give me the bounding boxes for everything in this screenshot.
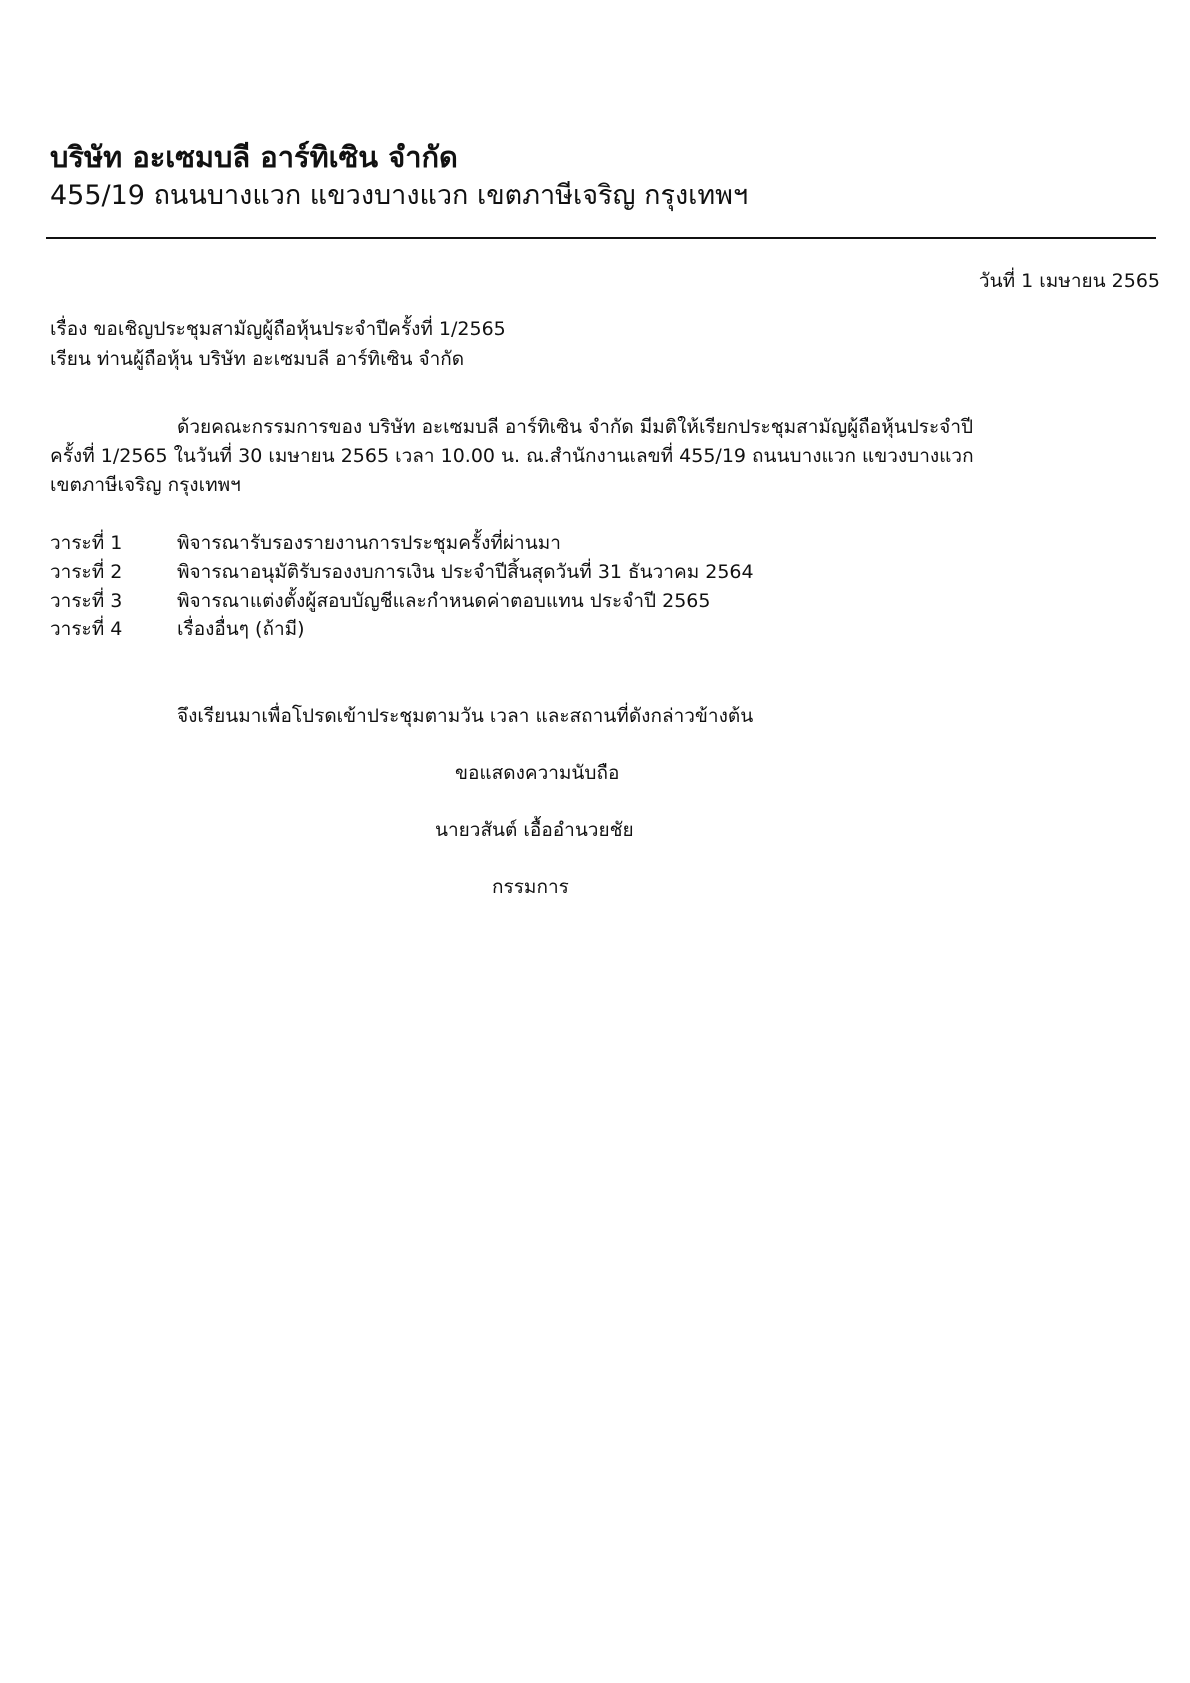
closing-sentence: จึงเรียนมาเพื่อโปรดเข้าประชุมตามวัน เวลา และสถานที่ดังกล่าวข้างต้น: [177, 705, 754, 727]
agenda-number: วาระที่ 1: [50, 532, 123, 554]
body-paragraph-line-2: ครั้งที่ 1/2565 ในวันที่ 30 เมษายน 2565 เวลา 10.00 น. ณ.สำนักงานเลขที่ 455/19 ถนนบางแวก แขวงบางแวก: [50, 445, 974, 467]
agenda-number: วาระที่ 3: [50, 590, 123, 612]
body-paragraph-line-3: เขตภาษีเจริญ กรุงเทพฯ: [50, 474, 241, 496]
signatory-title: กรรมการ: [492, 876, 569, 898]
header-divider: [46, 237, 1156, 239]
signatory-name: นายวสันต์ เอื้ออำนวยชัย: [435, 819, 634, 841]
letter-addressee: เรียน ท่านผู้ถือหุ้น บริษัท อะเซมบลี อาร์ทิเซิน จำกัด: [50, 348, 465, 370]
agenda-number: วาระที่ 2: [50, 561, 123, 583]
agenda-text: พิจารณาแต่งตั้งผู้สอบบัญชีและกำหนดค่าตอบแทน ประจำปี 2565: [177, 590, 711, 612]
agenda-text: พิจารณาอนุมัติรับรองงบการเงิน ประจำปีสิ้นสุดวันที่ 31 ธันวาคม 2564: [177, 561, 754, 583]
letter-date: วันที่ 1 เมษายน 2565: [978, 270, 1160, 292]
sign-off: ขอแสดงความนับถือ: [455, 762, 620, 784]
agenda-text: เรื่องอื่นๆ (ถ้ามี): [177, 618, 305, 640]
agenda-number: วาระที่ 4: [50, 618, 123, 640]
letter-subject: เรื่อง ขอเชิญประชุมสามัญผู้ถือหุ้นประจำปีครั้งที่ 1/2565: [50, 318, 506, 340]
body-paragraph-line-1: ด้วยคณะกรรมการของ บริษัท อะเซมบลี อาร์ทิเซิน จำกัด มีมติให้เรียกประชุมสามัญผู้ถือหุ้นประจำปี: [177, 416, 974, 438]
company-address: 455/19 ถนนบางแวก แขวงบางแวก เขตภาษีเจริญ กรุงเทพฯ: [50, 180, 749, 211]
company-name: บริษัท อะเซมบลี อาร์ทิเซิน จำกัด: [50, 140, 458, 174]
agenda-text: พิจารณารับรองรายงานการประชุมครั้งที่ผ่านมา: [177, 532, 561, 554]
